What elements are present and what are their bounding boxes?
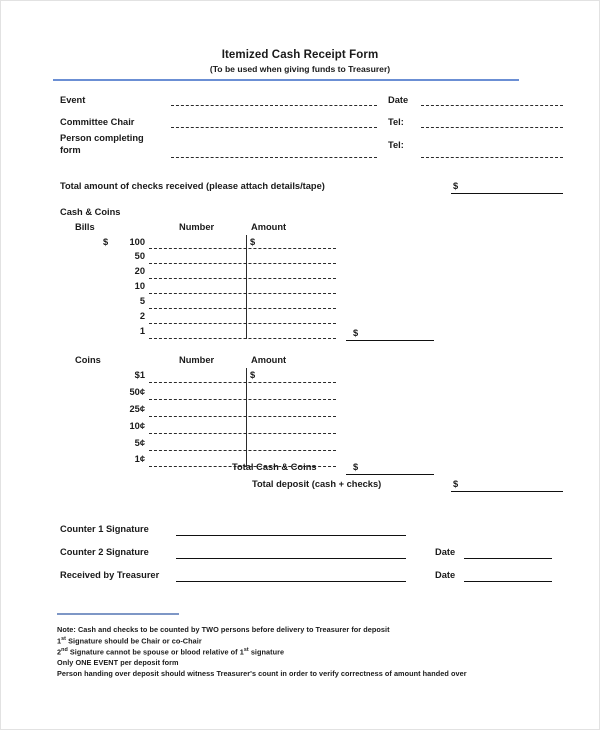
- total-cash-coins-label: Total Cash & Coins: [232, 462, 317, 472]
- note-line-1: Note: Cash and checks to be counted by TWO persons before delivery to Treasurer for deposit: [57, 625, 390, 634]
- bills-row-line-20[interactable]: [149, 278, 336, 279]
- note-3-text: Signature cannot be spouse or blood relative of 1: [69, 647, 244, 657]
- counter-1-signature-label: Counter 1 Signature: [60, 524, 149, 534]
- bills-subtotal-currency: $: [353, 328, 359, 338]
- cash-coins-heading: Cash & Coins: [60, 207, 121, 217]
- total-deposit-input[interactable]: [451, 491, 563, 492]
- coins-amount-currency: $: [250, 370, 256, 380]
- note-line-3: [57, 647, 284, 656]
- note-3-ordinal-sup-2: st: [243, 647, 249, 653]
- note-2-ordinal: 1: [57, 636, 62, 646]
- coins-row-line-5c[interactable]: [149, 450, 336, 451]
- note-2-text: Signature should be Chair or co-Chair: [68, 636, 202, 646]
- counter-2-signature-label: Counter 2 Signature: [60, 547, 149, 557]
- coins-row-label-1c: 1¢: [134, 454, 145, 464]
- note-2-ordinal-sup: st: [61, 636, 67, 642]
- note-3-ordinal: 2: [57, 647, 62, 657]
- bills-row-line-2[interactable]: [149, 323, 336, 324]
- coins-row-label-50c: 50¢: [129, 387, 145, 397]
- date-label: Date: [388, 95, 409, 105]
- coins-row-label-25c: 25¢: [129, 404, 145, 414]
- person-completing-label: Person completing: [60, 133, 144, 143]
- bills-row-label-10: 10: [134, 281, 145, 291]
- received-by-treasurer-date-label: Date: [435, 570, 456, 580]
- counter-2-date-label: Date: [435, 547, 456, 557]
- total-deposit-currency: $: [453, 479, 459, 489]
- tel-2-label: Tel:: [388, 140, 404, 150]
- counter-2-signature-input[interactable]: [176, 558, 406, 559]
- bills-row-line-100[interactable]: [149, 248, 336, 249]
- bills-row-label-100: 100: [129, 237, 145, 247]
- total-checks-input[interactable]: [451, 193, 563, 194]
- person-completing-label-line2: form: [60, 145, 81, 155]
- total-cash-coins-currency: $: [353, 462, 359, 472]
- counter-2-date-input[interactable]: [464, 558, 552, 559]
- bills-currency-prefix: $: [103, 237, 109, 247]
- bills-row-line-50[interactable]: [149, 263, 336, 264]
- total-checks-label: Total amount of checks received (please attach details/tape): [60, 181, 325, 191]
- bills-col-number: Number: [179, 222, 215, 232]
- committee-chair-input[interactable]: [171, 127, 377, 128]
- bills-row-label-50: 50: [134, 251, 145, 261]
- bills-column-divider: [246, 235, 247, 339]
- event-label: Event: [60, 95, 86, 105]
- bills-row-line-5[interactable]: [149, 308, 336, 309]
- coins-row-label-10c: 10¢: [129, 421, 145, 431]
- bills-heading: Bills: [75, 222, 95, 232]
- coins-col-amount: Amount: [251, 355, 287, 365]
- date-input[interactable]: [421, 105, 563, 106]
- bills-amount-currency: $: [250, 237, 256, 247]
- total-checks-currency: $: [453, 181, 459, 191]
- received-by-treasurer-label: Received by Treasurer: [60, 570, 160, 580]
- received-by-treasurer-input[interactable]: [176, 581, 406, 582]
- bills-row-line-1[interactable]: [149, 338, 336, 339]
- note-3-tail: signature: [248, 647, 285, 657]
- bills-row-label-5: 5: [139, 296, 145, 306]
- tel-1-label: Tel:: [388, 117, 404, 127]
- note-3-ordinal-sup: nd: [61, 647, 68, 653]
- bills-subtotal-input[interactable]: [346, 340, 434, 341]
- page-title: Itemized Cash Receipt Form: [221, 49, 379, 61]
- total-deposit-label: Total deposit (cash + checks): [252, 479, 382, 489]
- event-input[interactable]: [171, 105, 377, 106]
- coins-column-divider: [246, 368, 247, 467]
- header-divider: [53, 79, 519, 81]
- page-subtitle: (To be used when giving funds to Treasurer): [209, 64, 391, 74]
- person-completing-input[interactable]: [171, 157, 377, 158]
- received-by-treasurer-date-input[interactable]: [464, 581, 552, 582]
- tel-1-input[interactable]: [421, 127, 563, 128]
- bills-row-label-20: 20: [134, 266, 145, 276]
- coins-row-label-1dollar: $1: [134, 370, 145, 380]
- total-cash-coins-input[interactable]: [346, 474, 434, 475]
- committee-chair-label: Committee Chair: [60, 117, 135, 127]
- note-line-2: [57, 636, 202, 645]
- bills-row-label-2: 2: [139, 311, 145, 321]
- bills-row-label-1: 1: [139, 326, 145, 336]
- coins-row-label-5c: 5¢: [134, 438, 145, 448]
- coins-row-line-50c[interactable]: [149, 399, 336, 400]
- coins-row-line-25c[interactable]: [149, 416, 336, 417]
- coins-col-number: Number: [179, 355, 215, 365]
- coins-row-line-1dollar[interactable]: [149, 382, 336, 383]
- bills-row-line-10[interactable]: [149, 293, 336, 294]
- coins-row-line-10c[interactable]: [149, 433, 336, 434]
- bills-col-amount: Amount: [251, 222, 287, 232]
- note-line-5: Person handing over deposit should witness Treasurer's count in order to verify correctness of amount handed over: [57, 669, 467, 678]
- counter-1-signature-input[interactable]: [176, 535, 406, 536]
- tel-2-input[interactable]: [421, 157, 563, 158]
- footer-divider: [57, 613, 179, 615]
- coins-heading: Coins: [75, 355, 101, 365]
- note-line-4: Only ONE EVENT per deposit form: [57, 658, 179, 667]
